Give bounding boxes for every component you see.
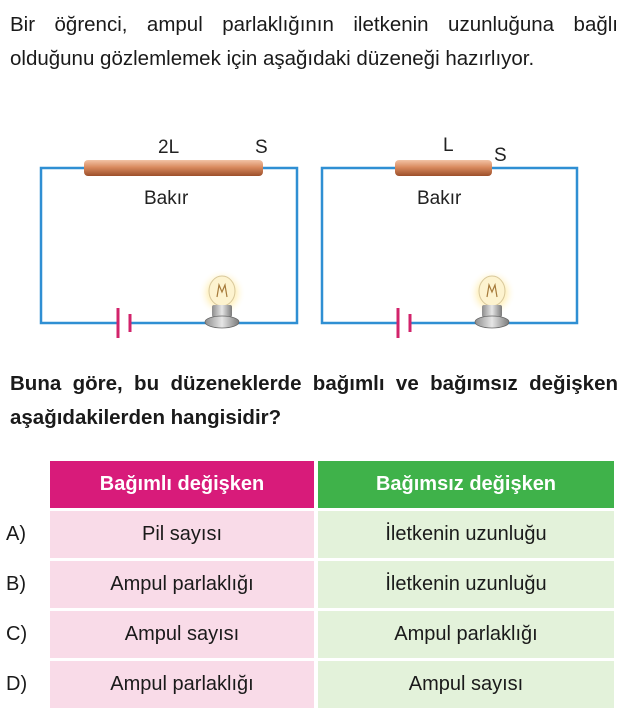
end-label-s-2: S — [494, 145, 507, 166]
option-independent: İletkenin uzunluğu — [318, 561, 614, 608]
length-label-l: L — [443, 135, 454, 156]
circuit-1 — [41, 137, 297, 338]
option-independent: İletkenin uzunluğu — [318, 511, 614, 558]
option-dependent: Ampul parlaklığı — [50, 661, 314, 708]
option-row-c[interactable] — [6, 611, 614, 658]
option-letter: A) — [6, 523, 26, 545]
material-label-2: Bakır — [417, 188, 462, 209]
option-independent: Ampul sayısı — [318, 661, 614, 708]
end-label-s-1: S — [255, 137, 268, 158]
option-independent: Ampul parlaklığı — [318, 611, 614, 658]
circuit-diagrams — [0, 125, 628, 345]
circuit-2 — [322, 135, 577, 338]
bulb-icon — [468, 269, 516, 328]
option-row-b[interactable] — [6, 561, 614, 608]
options-table — [6, 458, 614, 711]
option-row-a[interactable] — [6, 511, 614, 558]
table-header-row — [6, 461, 614, 508]
material-label-1: Bakır — [144, 188, 189, 209]
question-text: Buna göre, bu düzeneklerde bağımlı ve bağımsız değişken aşağıdakilerden hangisidir? — [10, 372, 618, 429]
option-dependent: Ampul sayısı — [50, 611, 314, 658]
header-independent-variable: Bağımsız değişken — [318, 461, 614, 508]
header-dependent-variable: Bağımlı değişken — [50, 461, 314, 508]
option-dependent: Pil sayısı — [50, 511, 314, 558]
copper-rod-l — [395, 160, 492, 176]
option-letter: B) — [6, 573, 26, 595]
intro-text: Bir öğrenci, ampul parlaklığının iletkenin uzunluğuna bağlı olduğunu gözlemlemek için aşağıdaki düzeneği hazırlıyor. — [10, 13, 618, 70]
copper-rod-2l — [84, 160, 263, 176]
option-row-d[interactable] — [6, 661, 614, 708]
length-label-2l: 2L — [158, 137, 180, 158]
bulb-icon — [198, 269, 246, 328]
option-letter: C) — [6, 623, 28, 645]
option-letter: D) — [6, 673, 28, 695]
option-dependent: Ampul parlaklığı — [50, 561, 314, 608]
